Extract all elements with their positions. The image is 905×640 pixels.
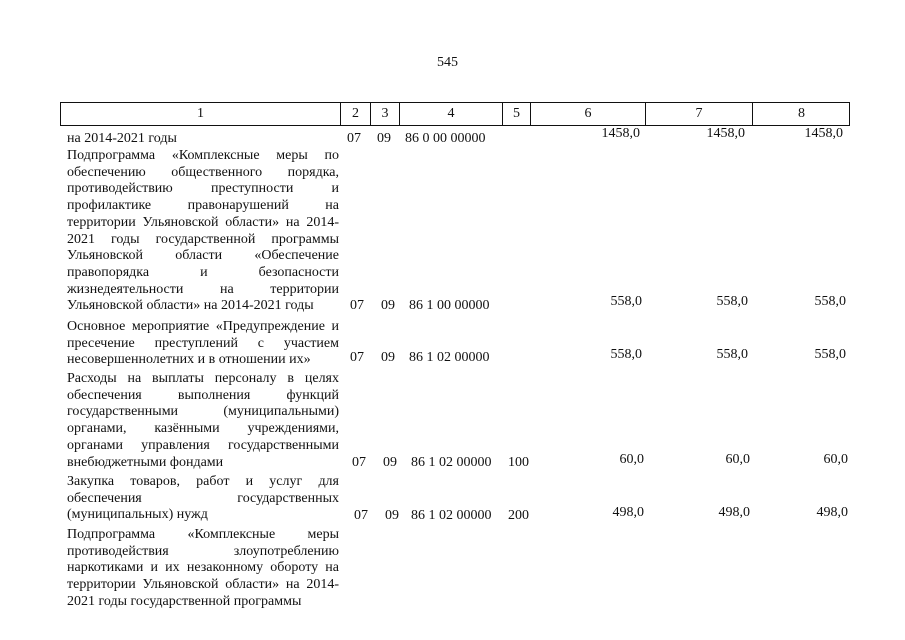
row-1-val-7: 558,0: [716, 294, 748, 309]
row-4-csr: 86 1 02 00000: [411, 508, 492, 523]
row-2-razdel: 07: [350, 350, 364, 365]
row-0-podrazdel: 09: [377, 131, 391, 146]
row-2-val-7: 558,0: [716, 347, 748, 362]
row-2-val-8: 558,0: [814, 347, 846, 362]
table-header: [60, 102, 850, 126]
header-col-6: 6: [530, 103, 645, 125]
row-3-razdel: 07: [352, 455, 366, 470]
header-col-2: 2: [340, 103, 370, 125]
row-4-val-7: 498,0: [718, 505, 750, 520]
row-1-val-6: 558,0: [610, 294, 642, 309]
row-2-name: Основное мероприятие «Предупреждение и пресечение преступлений с участием несовершеннолетних и в отношении их»: [67, 319, 339, 368]
row-0-val-6: 1458,0: [601, 126, 640, 141]
row-2-csr: 86 1 02 00000: [409, 350, 490, 365]
row-3-val-8: 60,0: [823, 452, 848, 467]
header-col-5: 5: [502, 103, 530, 125]
row-0-val-7: 1458,0: [706, 126, 745, 141]
row-4-razdel: 07: [354, 508, 368, 523]
row-3-csr: 86 1 02 00000: [411, 455, 492, 470]
row-3-val-7: 60,0: [725, 452, 750, 467]
header-col-7: 7: [645, 103, 752, 125]
row-3-val-6: 60,0: [619, 452, 644, 467]
row-1-razdel: 07: [350, 298, 364, 313]
row-3-podrazdel: 09: [383, 455, 397, 470]
row-2-podrazdel: 09: [381, 350, 395, 365]
row-3-vr: 100: [508, 455, 529, 470]
row-0-csr: 86 0 00 00000: [405, 131, 486, 146]
row-3-name: Расходы на выплаты персоналу в целях обеспечения выполнения функций государственными (муниципальными) органами, казёнными учреждениями, органами управления государственными внебюджетными фондами: [67, 371, 339, 470]
row-1-csr: 86 1 00 00000: [409, 298, 490, 313]
row-4-val-6: 498,0: [612, 505, 644, 520]
row-5-name: Подпрограмма «Комплексные меры противодействия злоупотреблению наркотиками и их незаконному обороту на территории Ульяновской области» на 2014-2021 годы государственной программы: [67, 527, 339, 609]
row-2-val-6: 558,0: [610, 347, 642, 362]
header-col-8: 8: [752, 103, 850, 125]
page-number: 545: [437, 55, 458, 70]
row-0-val-8: 1458,0: [804, 126, 843, 141]
row-0-razdel: 07: [347, 131, 361, 146]
row-4-name: Закупка товаров, работ и услуг для обеспечения государственных (муниципальных) нужд: [67, 474, 339, 523]
header-col-1: 1: [197, 106, 204, 121]
row-4-vr: 200: [508, 508, 529, 523]
row-1-val-8: 558,0: [814, 294, 846, 309]
row-1-name: Подпрограмма «Комплексные меры по обеспечению общественного порядка, противодействию преступности и профилактике правонарушений на территории Ульяновской области» на 2014-2021 годы государственной программы Ульяновской области «Обеспечение правопорядка и безопасности жизнедеятельности на территории Ульяновской области» на 2014-2021 годы: [67, 148, 339, 314]
header-col-3: 3: [370, 103, 399, 125]
row-1-podrazdel: 09: [381, 298, 395, 313]
row-0-name: на 2014-2021 годы: [67, 131, 177, 146]
row-4-podrazdel: 09: [385, 508, 399, 523]
header-col-4: 4: [399, 103, 502, 125]
row-4-val-8: 498,0: [816, 505, 848, 520]
